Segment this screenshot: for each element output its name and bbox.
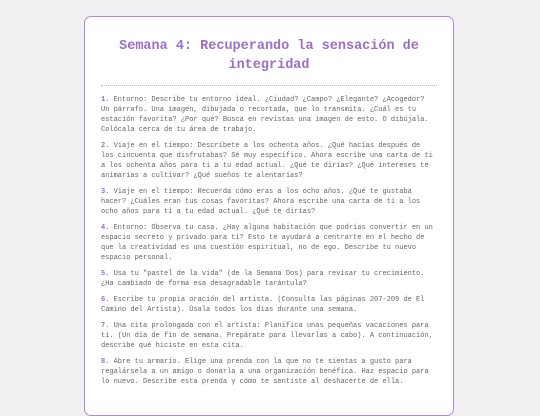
- item-number: 4.: [101, 224, 110, 232]
- list-item-1: [101, 95, 437, 135]
- item-number: 2.: [101, 142, 110, 150]
- item-text: Una cita prolongada con el artista: Planifica unas pequeñas vacaciones para ti. (Un día de fin de semana. Prepárate para llevarlas a cabo). A continuación, describe qué hiciste en esta cita.: [101, 322, 433, 350]
- item-text: Viaje en el tiempo: Recuerda cómo eras a los ocho años. ¿Qué te gustaba hacer? ¿Cuáles eran tus cosas favoritas? Ahora escribe una carta de ti a los ocho años para ti a tu edad actual. ¿Qué te dirías?: [101, 188, 421, 216]
- page-title: Semana 4: Recuperando la sensación de integridad: [119, 39, 419, 73]
- item-text: Entorno: Observa tu casa. ¿Hay alguna habitación que podrías convertir en un espacio secreto y privado para ti? Esto te ayudará a centrarte en el hecho de que la creatividad es una cuestión espiritual, no de ego. Describe tu nuevo espacio personal.: [101, 224, 433, 262]
- item-text: Entorno: Describe tu entorno ideal. ¿Ciudad? ¿Campo? ¿Elegante? ¿Acogedor? Un párrafo. Una imagen, dibujada o recortada, que lo transmita. ¿Cuál es tu estación favorita? ¿Por qué? Busca en revistas una imagen de esto. O dibújala. Colócala cerca de tu área de trabajo.: [101, 96, 429, 134]
- item-number: 8.: [101, 358, 110, 366]
- content-card: [84, 16, 454, 416]
- item-text: Usa tu "pastel de la vida" (de la Semana Dos) para revisar tu crecimiento. ¿Ha cambiado de forma esa desagradable tarántula?: [101, 270, 425, 288]
- item-number: 5.: [101, 270, 110, 278]
- list-item-7: [101, 321, 437, 351]
- item-text: Escribe tu propia oración del artista. (Consulta las páginas 207-209 de El Camino del Artista). Úsala todos los días durante una semana.: [101, 296, 425, 314]
- item-number: 3.: [101, 188, 110, 196]
- list-item-2: [101, 141, 437, 181]
- item-number: 7.: [101, 322, 110, 330]
- list-item-8: [101, 357, 437, 387]
- list-item-6: [101, 295, 437, 315]
- item-text: Viaje en el tiempo: Descríbete a los ochenta años. ¿Qué hacías después de los cincuenta que disfrutabas? Sé muy específico. Ahora escribe una carta de ti a los ochenta años para ti a tu edad actual. ¿Qué te dirías? ¿Qué intereses te animarías a cultivar? ¿Qué sueños te alentarías?: [101, 142, 433, 180]
- list-item-4: [101, 223, 437, 263]
- item-text: Abre tu armario. Elige una prenda con la que no te sientas a gusto para regalársela a un amigo o donarla a una organización benéfica. Haz espacio para lo nuevo. Describe esta prenda y cómo te sentiste al deshacerte de ella.: [101, 358, 429, 386]
- item-number: 6.: [101, 296, 110, 304]
- list-item-3: [101, 187, 437, 217]
- item-number: 1.: [101, 96, 110, 104]
- list-item-5: [101, 269, 437, 289]
- title-divider: [101, 85, 437, 86]
